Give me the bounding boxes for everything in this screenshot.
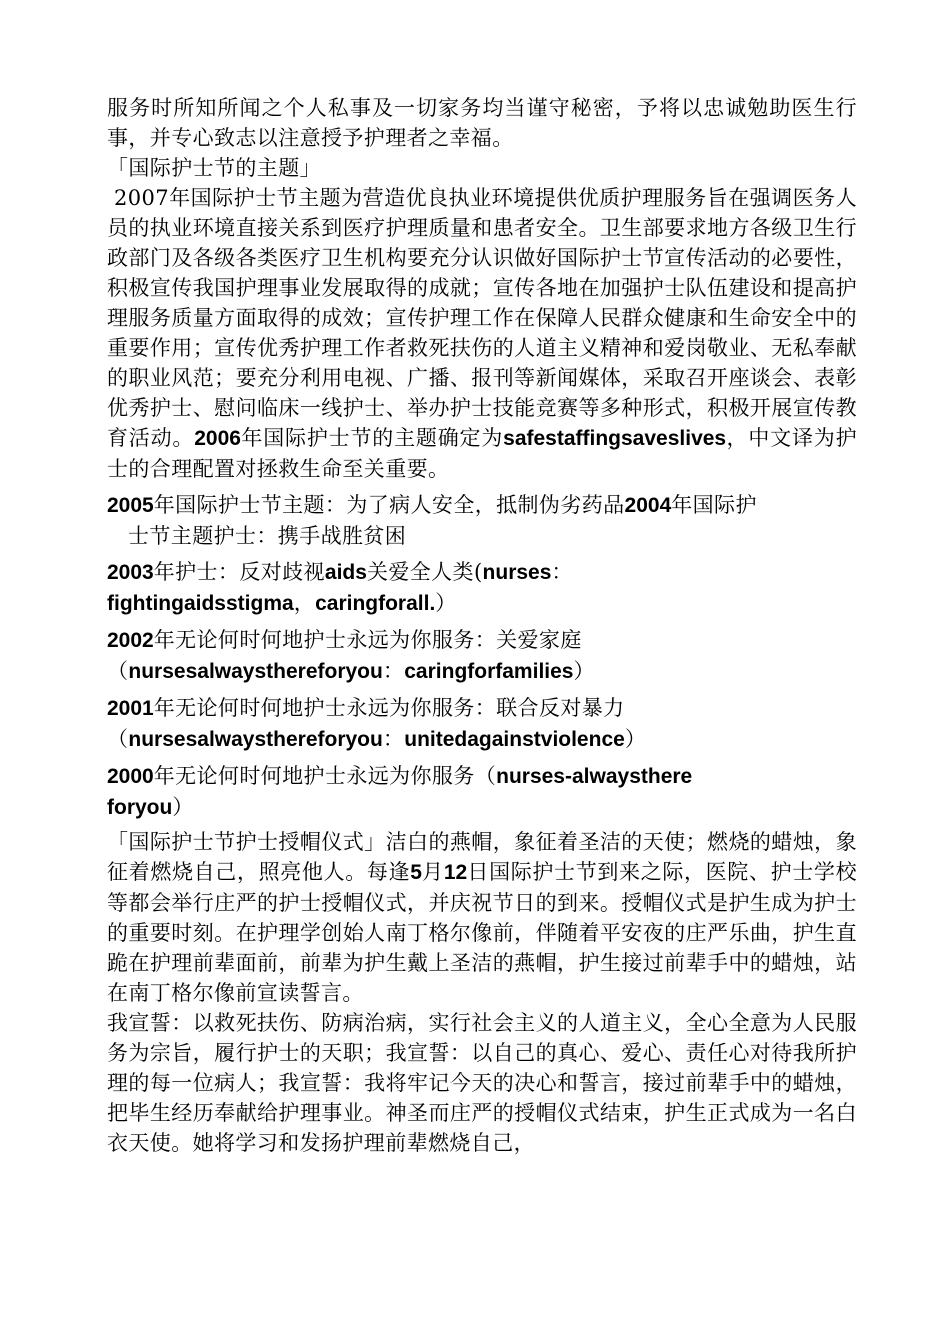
punct-colon: ： bbox=[551, 560, 573, 584]
text-2003-cont: 关爱全人类( bbox=[366, 560, 483, 584]
paragraph-2003 bbox=[107, 557, 857, 619]
text-month: 月 bbox=[421, 860, 444, 884]
punct-close: ） bbox=[435, 591, 457, 615]
punct-close: ） bbox=[573, 659, 595, 683]
number-5: 5 bbox=[410, 861, 422, 884]
year-2001: 2001 bbox=[107, 697, 154, 720]
paragraph-capping-ceremony bbox=[107, 827, 857, 1008]
year-2006: 2006 bbox=[194, 427, 241, 450]
text-2004-theme: 士节主题护士：携手战胜贫困 bbox=[128, 524, 407, 548]
phrase-nurses-alwaysthere: nurses-alwaysthere bbox=[496, 765, 693, 788]
paragraph-2002 bbox=[107, 625, 857, 687]
text-ceremony-body: 日国际护士节到来之际，医院、护士学校等都会举行庄严的护士授帽仪式，并庆祝节日的到来。授帽仪式是护生成为护士的重要时刻。在护理学创始人南丁格尔像前，伴随着平安夜的庄严乐曲，护生直跪在护理前辈面前，前辈为护生戴上圣洁的燕帽，护生接过前辈手中的蜡烛，站在南丁格尔像前宣读誓言。 bbox=[107, 860, 857, 1005]
word-aids: aids bbox=[324, 561, 367, 584]
text-2003-theme: 年护士：反对歧视 bbox=[153, 560, 325, 584]
phrase-nursesalwaysthereforyou: nursesalwaysthereforyou bbox=[128, 660, 383, 683]
text-2001-theme: 年无论何时何地护士永远为你服务：联合反对暴力 bbox=[153, 696, 625, 720]
number-12: 12 bbox=[443, 861, 468, 884]
year-2005: 2005 bbox=[107, 494, 154, 517]
year-2000: 2000 bbox=[107, 765, 154, 788]
text-2006-translation: ，中文译为护士的合理配置对拯救生命至关重要。 bbox=[107, 426, 857, 481]
phrase-fightingaidsstigma: fightingaidsstigma bbox=[107, 592, 294, 615]
text-2004-label: 年国际护 bbox=[671, 493, 757, 517]
paragraph-oath-end: 服务时所知所闻之个人私事及一切家务均当谨守秘密，予将以忠诚勉助医生行事，并专心致志以注意授予护理者之幸福。 bbox=[107, 96, 857, 150]
word-foryou: foryou bbox=[107, 796, 173, 819]
phrase-caringforfamilies: caringforfamilies bbox=[404, 660, 574, 683]
punct-close: ） bbox=[172, 795, 194, 819]
text-2000-theme: 年无论何时何地护士永远为你服务（ bbox=[153, 764, 497, 788]
year-2002: 2002 bbox=[107, 629, 154, 652]
paragraph-2001 bbox=[107, 693, 857, 755]
document-page bbox=[107, 93, 857, 1158]
punct-close: ） bbox=[624, 727, 647, 751]
text-2006-theme: 年国际护士节的主题确定为 bbox=[240, 426, 504, 450]
punct-colon: ： bbox=[382, 659, 405, 683]
phrase-caringforall: caringforall. bbox=[315, 592, 436, 615]
paragraph-oath: 我宣誓：以救死扶伤、防病治病，实行社会主义的人道主义，全心全意为人民服务为宗旨，履行护士的天职；我宣誓：以自己的真心、爱心、责任心对待我所护理的每一位病人；我宣誓：我将牢记今天的决心和誓言，接过前辈手中的蜡烛，把毕生经历奉献给护理事业。神圣而庄严的授帽仪式结束，护生正式成为一名白衣天使。她将学习和发扬护理前辈燃烧自己， bbox=[107, 1011, 857, 1155]
punct-comma: ， bbox=[293, 591, 316, 615]
year-2003: 2003 bbox=[107, 561, 154, 584]
punct-open: （ bbox=[107, 659, 129, 683]
paragraph-2000 bbox=[107, 761, 857, 823]
word-nurses: nurses bbox=[482, 561, 552, 584]
phrase-unitedagainstviolence: unitedagainstviolence bbox=[404, 728, 625, 751]
text-2007: 2007年国际护士节主题为营造优良执业环境提供优质护理服务旨在强调医务人员的执业环境直接关系到医疗护理质量和患者安全。卫生部要求地方各级卫生行政部门及各级各类医疗卫生机构要充分认识做好国际护士节宣传活动的必要性，积极宣传我国护理事业发展取得的成就；宣传各地在加强护士队伍建设和提高护理服务质量方面取得的成效；宣传护理工作在保障人民群众健康和生命安全中的重要作用；宣传优秀护理工作者救死扶伤的人道主义精神和爱岗敬业、无私奉献的职业风范；要充分利用电视、广播、报刊等新闻媒体，采取召开座谈会、表彰优秀护士、慰问临床一线护士、举办护士技能竞赛等多种形式，积极开展宣传教育活动。 bbox=[107, 186, 857, 450]
punct-open: （ bbox=[107, 727, 129, 751]
text-2002-theme: 年无论何时何地护士永远为你服务：关爱家庭 bbox=[153, 628, 582, 652]
section-heading-themes: 「国际护士节的主题」 bbox=[107, 156, 321, 180]
punct-colon: ： bbox=[382, 727, 405, 751]
paragraph-2007-theme bbox=[107, 183, 857, 484]
paragraph-2005-2004 bbox=[107, 490, 857, 551]
year-2004: 2004 bbox=[624, 494, 672, 517]
phrase-nursesalwaysthereforyou: nursesalwaysthereforyou bbox=[128, 728, 383, 751]
theme-2006-english: safestaffingsaveslives bbox=[503, 427, 727, 450]
text-ceremony-intro: 「国际护士节护士授帽仪式」洁白的燕帽，象征着圣洁的天使；燃烧的蜡烛，象征着燃烧自己，照亮他人。每逢 bbox=[107, 830, 857, 884]
text-2005-theme: 年国际护士节主题：为了病人安全，抵制伪劣药品 bbox=[153, 493, 625, 517]
